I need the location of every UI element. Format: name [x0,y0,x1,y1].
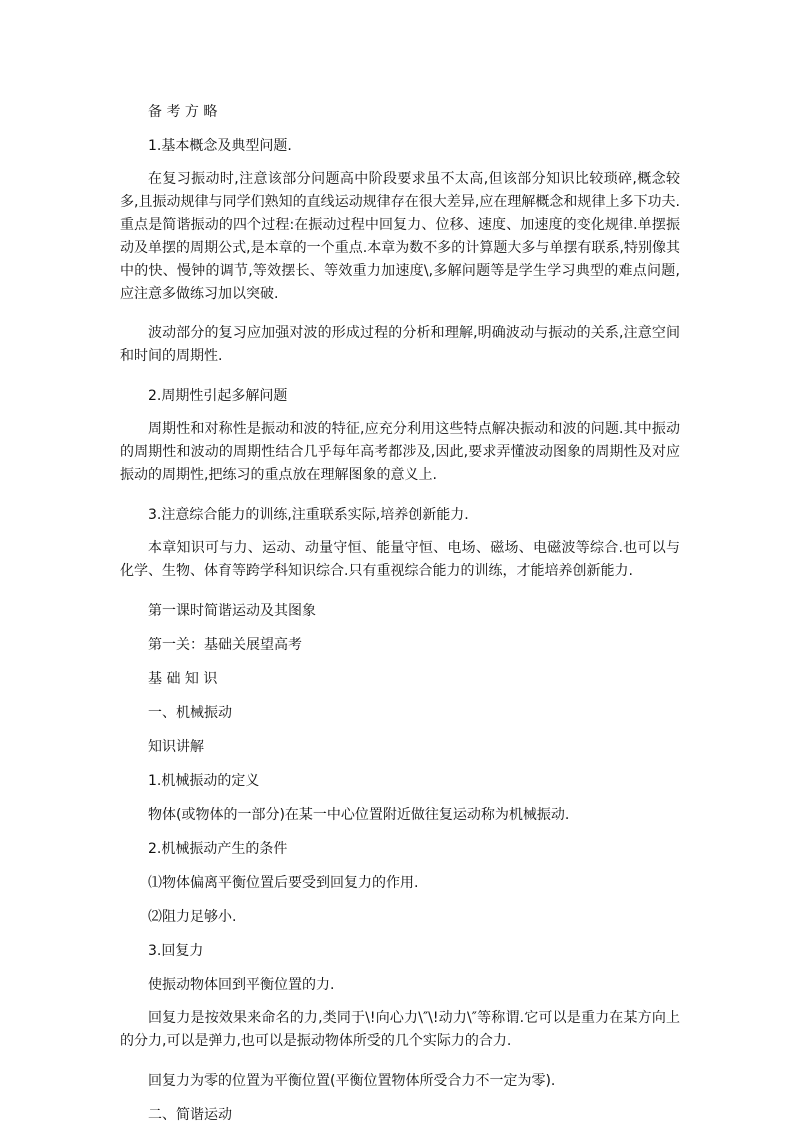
prep-strategy-heading: 备 考 方 略 [148,104,218,120]
basic-knowledge-heading: 基 础 知 识 [148,671,218,687]
conditions-title: 2.机械振动产生的条件 [148,841,288,857]
item-1-title: 1.基本概念及典型问题. [148,138,292,154]
section-mechanical-vibration: 一、机械振动 [148,705,232,721]
definition-title: 1.机械振动的定义 [148,773,260,789]
condition-2: ⑵阻力足够小. [148,909,237,925]
comprehensive-ability-paragraph: 本章知识可与力、运动、动量守恒、能量守恒、电场、磁场、电磁波等综合.也可以与化学、生物、体育等跨学科知识综合.只有重视综合能力的训练，才能培养创新能力. [120,540,680,579]
restoring-force-definition: 使振动物体回到平衡位置的力. [148,977,335,993]
lesson-title: 第一课时简谐运动及其图象 [148,603,316,619]
vibration-review-paragraph: 在复习振动时,注意该部分问题高中阶段要求虽不太高,但该部分知识比较琐碎,概念较多,且振动规律与同学们熟知的直线运动规律存在很大差异,应在理解概念和规律上多下功夫.重点是简谐振动的四个过程:在振动过程中回复力、位移、速度、加速度的变化规律.单摆振动及单摆的周期公式,是本章的一个重点.本章为数不多的计算题大多与单摆有联系,特别像其中的快、慢钟的调节,等效摆长、等效重力加速度\,多解问题等是学生学习典型的难点问题,应注意多做练习加以突破. [120,171,680,302]
restoring-force-title: 3.回复力 [148,943,204,959]
equilibrium-position-text: 回复力为零的位置为平衡位置(平衡位置物体所受合力不一定为零). [148,1073,556,1089]
wave-review-paragraph: 波动部分的复习应加强对波的形成过程的分析和理解,明确波动与振动的关系,注意空间和时间的周期性. [120,325,680,364]
document-page [120,100,680,1137]
knowledge-explanation-heading: 知识讲解 [148,739,204,755]
section-simple-harmonic-motion: 二、简谐运动 [148,1107,232,1123]
level-title: 第一关：基础关展望高考 [148,637,302,653]
item-2-title: 2.周期性引起多解问题 [148,388,288,404]
item-3-title: 3.注意综合能力的训练,注重联系实际,培养创新能力. [148,507,469,523]
condition-1: ⑴物体偏离平衡位置后要受到回复力的作用. [148,875,419,891]
definition-text: 物体(或物体的一部分)在某一中心位置附近做往复运动称为机械振动. [148,807,570,823]
restoring-force-paragraph: 回复力是按效果来命名的力,类同于\!向心力\″\!动力\″等称谓.它可以是重力在某方向上的分力,可以是弹力,也可以是振动物体所受的几个实际力的合力. [120,1010,680,1049]
periodicity-paragraph: 周期性和对称性是振动和波的特征,应充分利用这些特点解决振动和波的问题.其中振动的周期性和波动的周期性结合几乎每年高考都涉及,因此,要求弄懂波动图象的周期性及对应振动的周期性,把练习的重点放在理解图象的意义上. [120,421,680,483]
